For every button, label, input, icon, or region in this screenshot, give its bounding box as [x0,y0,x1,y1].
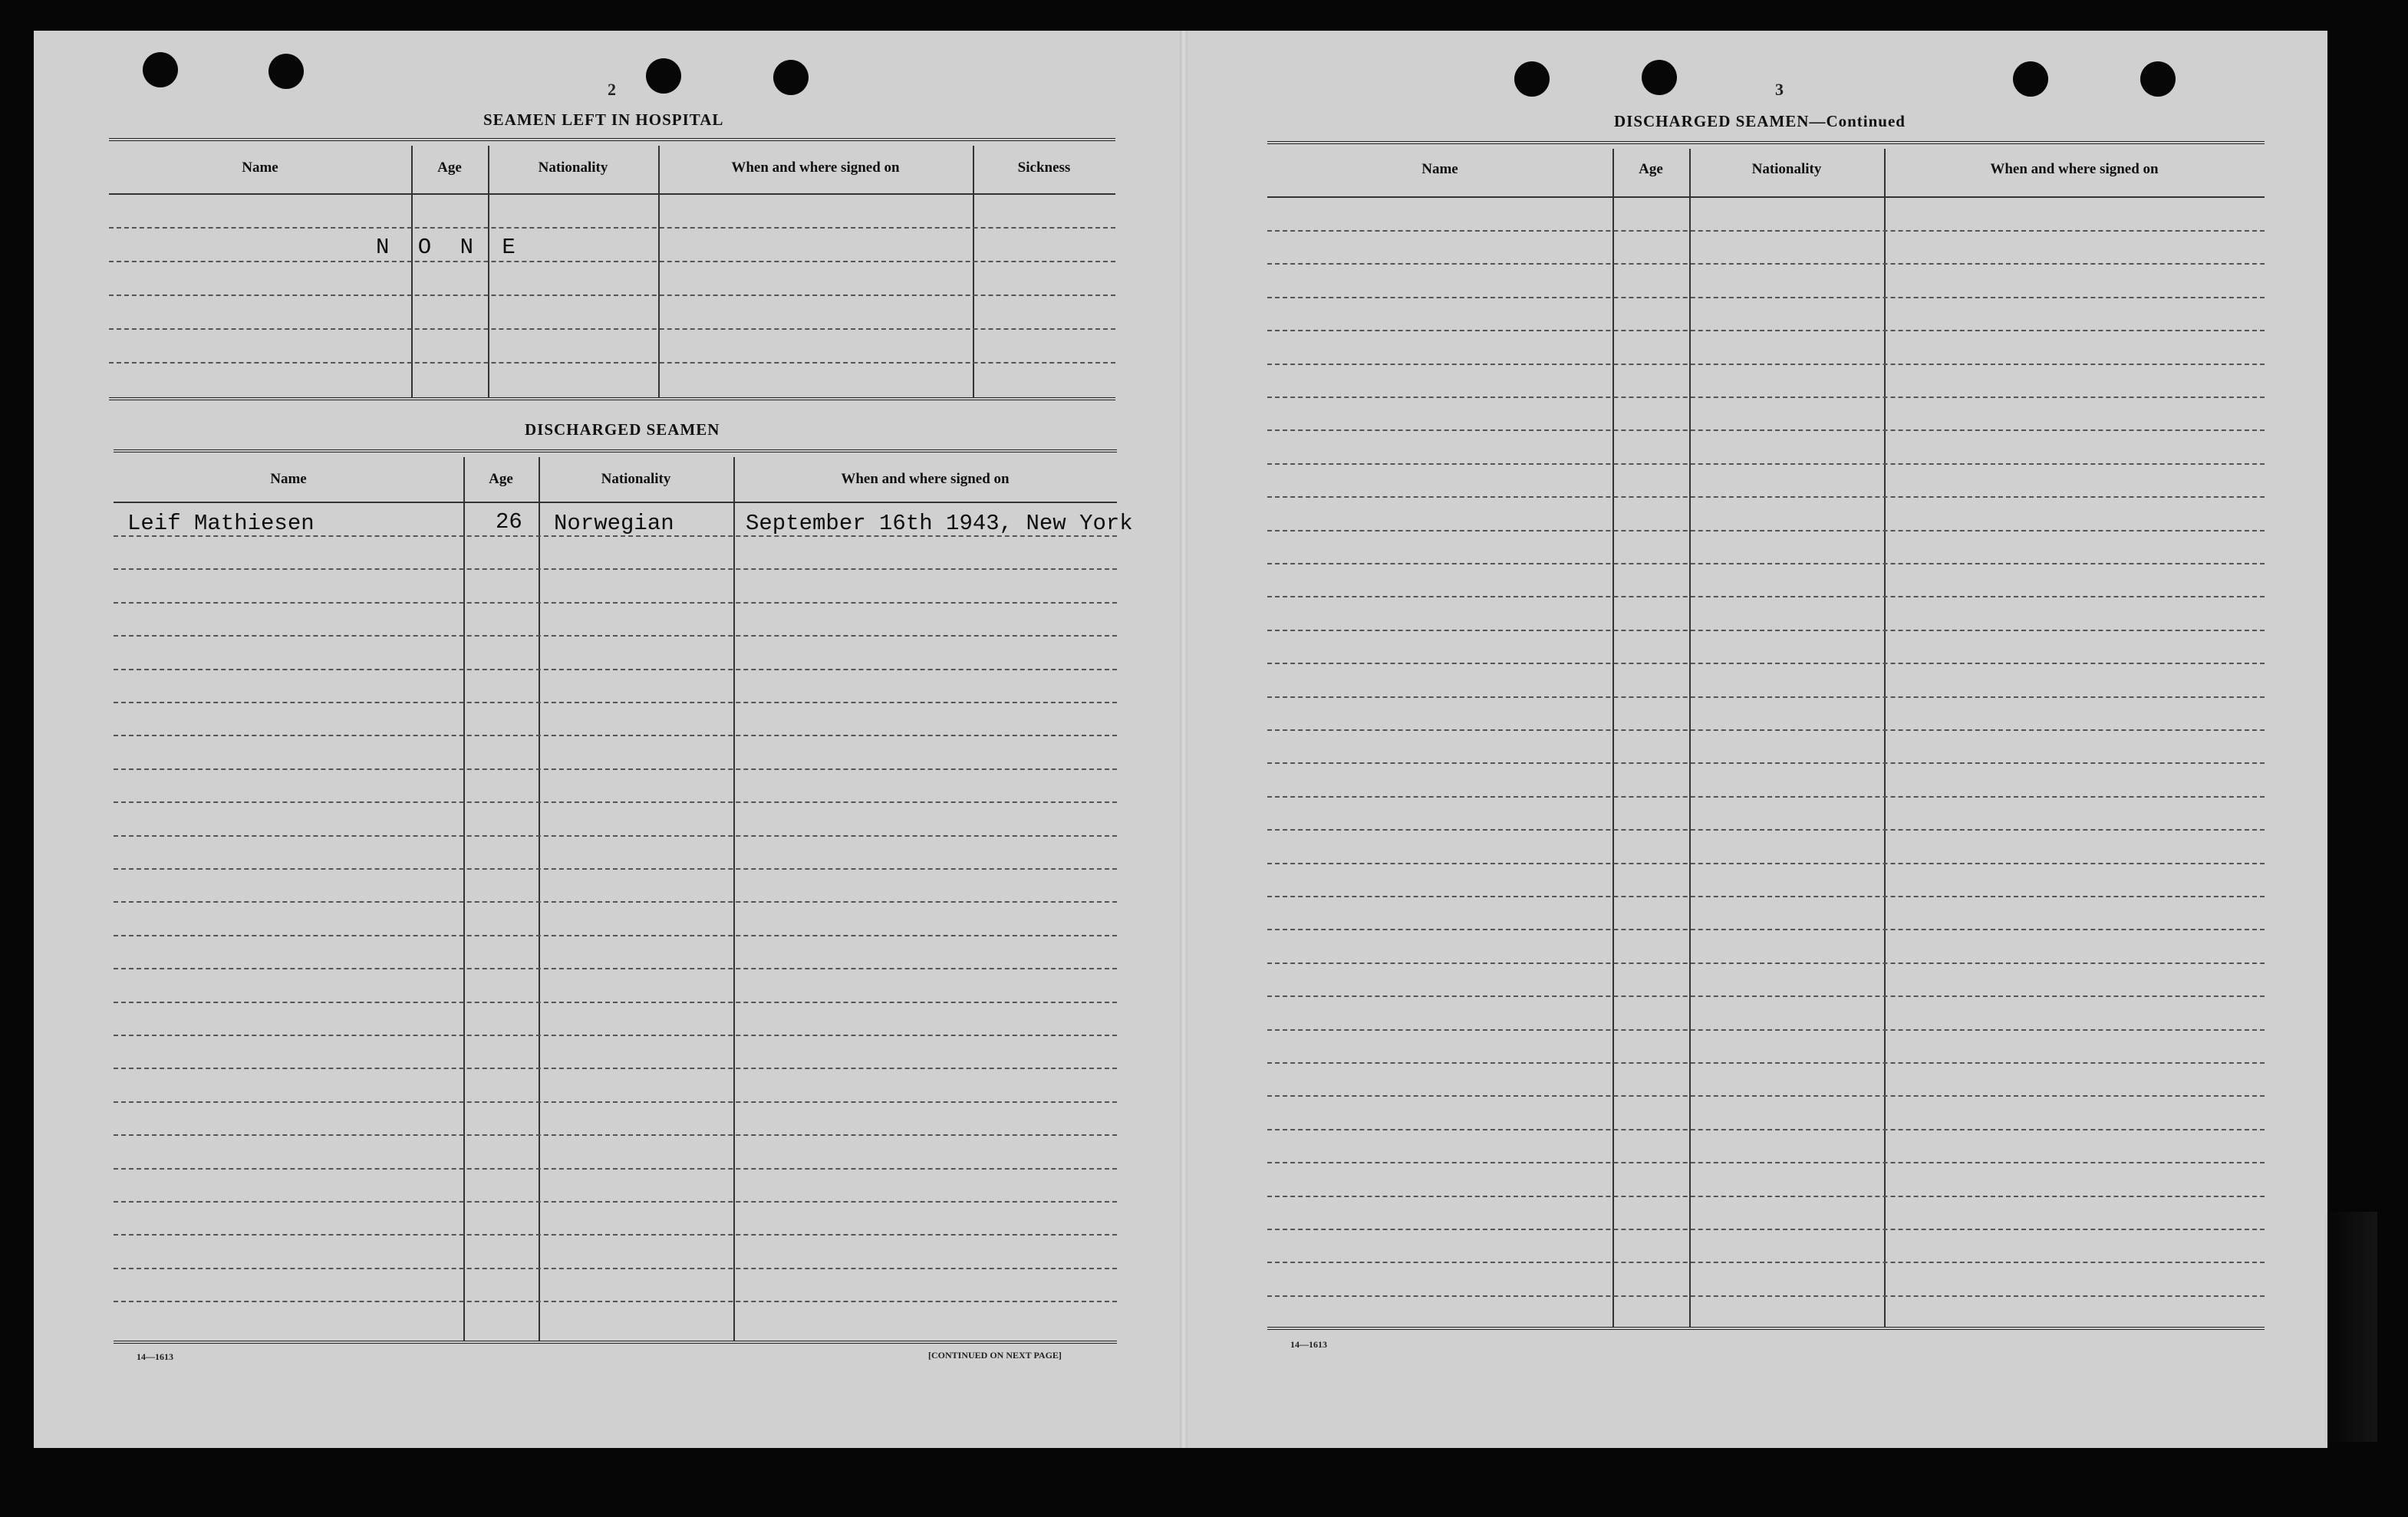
row-rule [1267,829,2265,831]
column-divider [488,146,489,397]
continued-col-name: Name [1421,161,1458,177]
row-rule [1267,1129,2265,1130]
column-divider [733,457,735,1341]
continued-col-age: Age [1639,161,1663,177]
row-rule [1267,1062,2265,1064]
row-rule [1267,297,2265,298]
hospital-col-nationality: Nationality [538,160,608,176]
row-rule [114,1068,1117,1069]
form-number-right: 14—1613 [1290,1339,1327,1350]
row-rule [1267,596,2265,597]
row-rule [114,1301,1117,1302]
page-fold [1180,31,1188,1448]
row-rule [1267,463,2265,465]
punch-hole-icon [773,60,809,95]
discharged-continued-title: DISCHARGED SEAMEN—Continued [1614,112,1906,130]
row-rule [114,1002,1117,1003]
row-rule [114,801,1117,803]
row-rule [114,901,1117,903]
row-rule [109,295,1115,296]
hospital-col-sickness: Sickness [1017,160,1071,176]
row-rule [1267,230,2265,232]
hospital-section-title: SEAMEN LEFT IN HOSPITAL [483,110,724,129]
row-rule [1267,429,2265,431]
row-rule [114,1134,1117,1136]
punch-hole-icon [2013,61,2048,97]
punch-hole-icon [2140,61,2176,97]
column-divider [1884,149,1886,1327]
row-rule [1267,1295,2265,1297]
row-rule [1267,796,2265,798]
row-rule [1267,530,2265,531]
punch-hole-icon [143,52,178,87]
row-rule [114,1268,1117,1269]
row-rule [1267,1095,2265,1097]
row-rule [114,602,1117,604]
row-rule [109,362,1115,364]
row-rule [1267,696,2265,698]
discharged-col-nationality: Nationality [601,471,671,487]
seaman-nationality: Norwegian [554,511,674,536]
row-rule [1267,1229,2265,1230]
seaman-age: 26 [496,509,522,535]
hospital-table-header [109,141,1115,195]
column-divider [1612,149,1614,1327]
discharged-col-age: Age [489,471,513,487]
row-rule [114,669,1117,670]
column-divider [463,457,465,1341]
column-divider [539,457,540,1341]
column-divider [973,146,974,397]
row-rule [1267,929,2265,930]
row-rule [1267,263,2265,265]
row-rule [1267,1196,2265,1197]
row-rule [1267,863,2265,864]
continued-col-nationality: Nationality [1751,161,1822,177]
row-rule [114,1101,1117,1103]
row-rule [1267,762,2265,764]
row-rule [1267,995,2265,997]
continued-col-signed-on: When and where signed on [1990,161,2159,177]
row-rule [114,935,1117,936]
row-rule [109,227,1115,229]
row-rule [1267,496,2265,498]
hospital-none-entry: N O N E [376,235,523,260]
row-rule [114,768,1117,770]
row-rule [114,702,1117,703]
row-rule [114,868,1117,870]
discharged-section-title: DISCHARGED SEAMEN [525,420,720,439]
form-number-left: 14—1613 [137,1351,173,1362]
row-rule [1267,1029,2265,1031]
row-rule [114,1035,1117,1036]
row-rule [1267,397,2265,398]
punch-hole-icon [646,58,681,94]
hospital-col-age: Age [437,160,462,176]
row-rule [1267,663,2265,664]
row-rule [114,835,1117,837]
hospital-col-signed-on: When and where signed on [731,160,900,176]
row-rule [114,635,1117,637]
row-rule [1267,364,2265,365]
row-rule [1267,1262,2265,1263]
row-rule [114,735,1117,736]
punch-hole-icon [268,54,304,89]
discharged-continued-table [1267,141,2265,1330]
discharged-table [114,449,1117,1344]
page-number-left: 2 [608,80,616,99]
row-rule [114,1201,1117,1203]
page-edge-shadow [2324,1212,2377,1442]
row-rule [109,261,1115,262]
column-divider [1689,149,1691,1327]
continued-table-header [1267,144,2265,198]
row-rule [1267,896,2265,897]
row-rule [1267,1162,2265,1163]
discharged-table-header [114,452,1117,503]
hospital-col-name: Name [242,160,278,176]
column-divider [411,146,413,397]
row-rule [1267,630,2265,631]
seaman-name: Leif Mathiesen [127,511,315,536]
page-number-right: 3 [1775,80,1784,99]
row-rule [114,568,1117,570]
row-rule [114,1168,1117,1170]
row-rule [1267,563,2265,564]
row-rule [1267,330,2265,331]
row-rule [1267,963,2265,964]
row-rule [114,968,1117,969]
continued-note: [CONTINUED ON NEXT PAGE] [928,1350,1062,1361]
row-rule [114,1234,1117,1236]
discharged-col-signed-on: When and where signed on [841,471,1010,487]
punch-hole-icon [1642,60,1677,95]
hospital-table [109,138,1115,400]
seaman-signed-on: September 16th 1943, New York [746,511,1133,536]
row-rule [109,328,1115,330]
row-rule [1267,729,2265,731]
punch-hole-icon [1514,61,1550,97]
discharged-col-name: Name [270,471,307,487]
column-divider [658,146,660,397]
